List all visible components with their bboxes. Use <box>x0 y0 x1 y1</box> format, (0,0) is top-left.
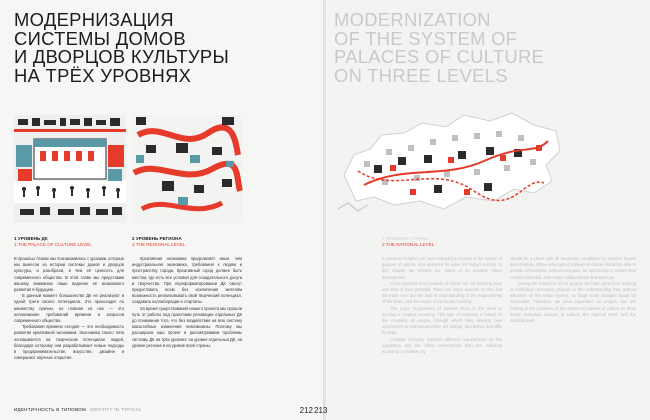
text-column-3 <box>382 256 502 355</box>
section-heading-national <box>382 236 434 248</box>
section-heading-en: 2 THE REGIONAL LEVEL <box>132 242 186 247</box>
paragraph: At the moment, most palaces of culture are not realizing even one third of their potential. There are many reasons for this, but the main ones are the lack of understanding of the requirements of the times, and the needs of the modern society. <box>382 280 502 305</box>
section-heading-en: 3 THE NATIONAL LEVEL <box>382 242 435 247</box>
national-level-map-illustration <box>334 105 564 223</box>
page-title-en <box>334 11 646 85</box>
regional-level-illustration <box>132 115 242 223</box>
text-column-4 <box>510 256 636 324</box>
text-column-2 <box>132 256 242 349</box>
page-number: 212 <box>299 406 313 415</box>
page-title-ru <box>14 11 314 85</box>
title-line: MODERNIZATION <box>334 9 491 30</box>
paragraph: Требования времени сегодня — это необходимость развития креативной экономики. Экономика такого типа основывается на творческом потенциале людей, благодаря которому они разрабатывают новые подходы в предпринимательстве, искусстве, дизайне и совершают научные открытия. <box>14 324 124 361</box>
section-heading-region <box>132 236 185 248</box>
section-heading-en: 1 THE PALACE OF CULTURE LEVEL <box>14 242 92 247</box>
paragraph: During the existence of our project, we have gone from working on individual renovation projects to the understanding that, without influence on the entire system, no large scale changes would be impossible. Therefore, we have expanded our project, and are looking at the problems of the system of palaces of culture on three levels: individual palaces of culture, the regional level, and the national level. <box>510 280 636 324</box>
title-line: НА ТРЁХ УРОВНЯХ <box>14 64 192 86</box>
section-heading-palace <box>14 236 92 248</box>
paragraph: In previous chapters we have learned the lessons of the system of palaces of culture, and analyzed its value for today's society. In this chapter we present our vision of its possible future development. <box>382 256 502 280</box>
palace-level-illustration <box>14 115 126 223</box>
paragraph: В данный момент большинство ДК не реализуют и одной трети своего потенциала. Это происходит по множеству причин, но главная из них — это непонимание требований времени и запросов современного общества. <box>14 293 124 324</box>
footer-title-en: IDENTITY IN TYPICAL <box>90 407 142 412</box>
section-heading-ru: 3 УРОВЕНЬ СТРАНЫ <box>382 236 430 241</box>
paragraph: The major requirement of present times is the need to develop a creative economy. This type of economy is based on the creativity of people, through which they develop new approaches to entrepreneurship, art, design, and deliver scientific findings. <box>382 305 502 336</box>
title-line: OF THE SYSTEM OF <box>334 27 518 49</box>
title-line: PALACES OF CULTURE <box>334 46 545 68</box>
paragraph: Creative economy imposes different requirements on the population and the urban environment than the industrial economy. A creative city <box>382 336 502 355</box>
paragraph: Креативная экономика предъявляет иные, чем индустриальная экономика, требования к людям и пространству города. Креативный город должен быть местом, где есть все условия для созидательного досуга и творчества. При переформатировании ДК смогут предоставить всем без исключения жителям возможность реализовывать свой творческий потенциал, создавать коллаборации и стартапы. <box>132 256 242 305</box>
title-line: ON THREE LEVELS <box>334 64 508 86</box>
text-column-1 <box>14 256 124 361</box>
paragraph: В прошлых главах мы познакомились с уроками, которые мы вынесли из истории системы домов и дворцов культуры, и разобрали, в чём её ценность для современного общества. В этой главе мы представим вашему вниманию наше видение её возможного развития в будущем. <box>14 256 124 293</box>
paragraph: За время существования нашего проекта мы прошли путь от работы над проектами реновации отдельных ДК до понимания того, что без воздействия на всю систему масштабные изменения невозможны. Поэтому мы расширили наш проект и рассматриваем проблемы системы ДК на трёх уровнях: на уровне отдельных ДК, на уровне региона и на уровне всей страны. <box>132 305 242 348</box>
section-heading-ru: 1 УРОВЕНЬ ДК <box>14 236 48 241</box>
title-line: СИСТЕМЫ ДОМОВ <box>14 27 186 49</box>
title-line: И ДВОРЦОВ КУЛЬТУРЫ <box>14 46 230 68</box>
right-page <box>314 0 650 420</box>
page-number: 213 <box>314 406 328 415</box>
section-heading-ru: 2 УРОВЕНЬ РЕГИОНА <box>132 236 182 241</box>
footer-title-ru: ИДЕНТИЧНОСТЬ В ТИПОВОМ <box>14 407 86 412</box>
title-line: МОДЕРНИЗАЦИЯ <box>14 9 174 30</box>
paragraph: should be a place with all necessary conditions for creative leisure and creativity. When reformatted, palaces of culture should be able to provide all residents, without exception, an opportunity to realize their creative potential, and create collaborations and start-ups. <box>510 256 636 280</box>
